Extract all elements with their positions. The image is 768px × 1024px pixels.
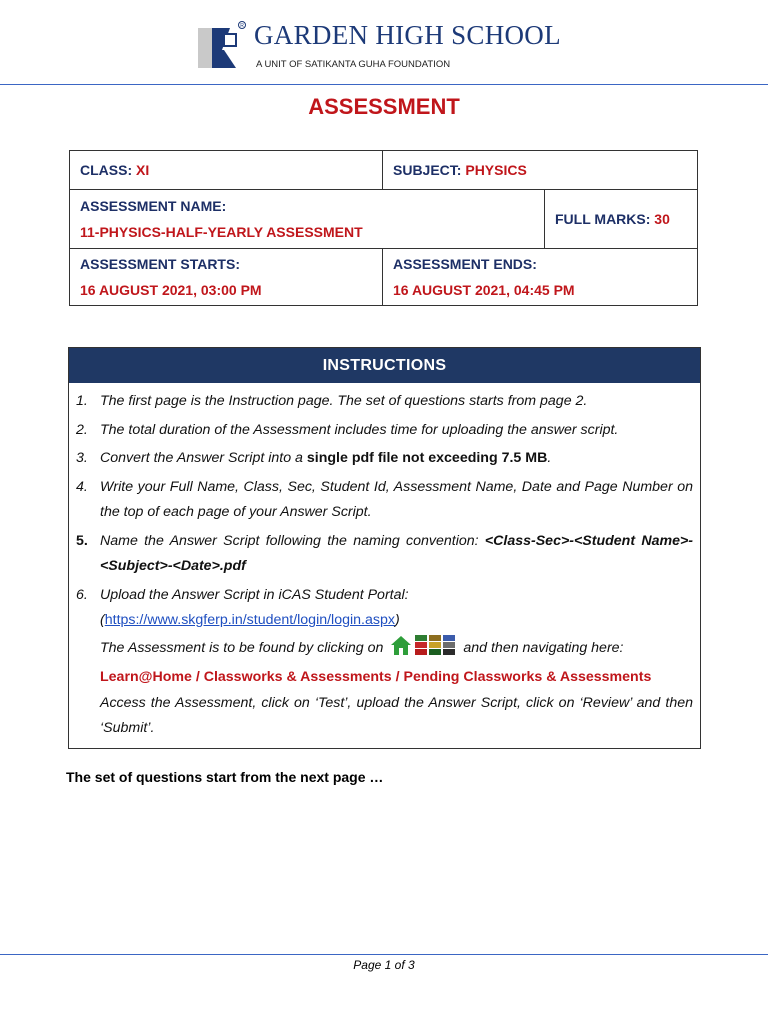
svg-text:R: R [240,23,244,29]
school-logo-icon [196,20,248,72]
list-item [76,529,693,580]
next-page-note: The set of questions start from the next page … [66,769,384,785]
paren-open: ( [100,612,105,628]
item-text [100,446,693,472]
list-item [76,475,693,526]
assessment-info-table [69,150,698,306]
school-header [196,16,596,76]
page-title: ASSESSMENT [308,94,460,119]
item-text-part: . [547,450,552,466]
school-subtitle: A UNIT OF SATIKANTA GUHA FOUNDATION [256,59,451,70]
item-number: 3. [76,450,88,466]
list-item [76,583,693,742]
assessment-ends-cell [383,249,698,306]
portal-icons [389,634,457,666]
assessment-starts-cell [70,249,383,306]
full-marks-value: 30 [654,211,670,227]
item-text: Write your Full Name, Class, Sec, Student Id, Assessment Name, Date and Page Number on the top of each page of your Answer Script. [100,478,693,520]
navigation-path: Learn@Home / Classworks & Assessments / Pending Classworks & Assessments [100,669,652,685]
item-text [100,529,693,580]
assessment-name-value: 11-PHYSICS-HALF-YEARLY ASSESSMENT [80,224,363,240]
header-divider [0,84,768,85]
instructions-box [68,347,701,749]
class-cell [70,151,383,190]
subject-label: SUBJECT: [393,162,466,178]
paren-close: ) [394,612,400,628]
item-number: 2. [76,421,88,438]
assessment-name-label: ASSESSMENT NAME: [80,198,227,214]
item-text-part: Access the Assessment, click on ‘Test’, upload the Answer Script, click on ‘Review’ and then ‘Submit’. [100,694,693,736]
instructions-list [69,383,700,748]
item-text: The first page is the Instruction page. The set of questions starts from page 2. [100,393,588,409]
item-number: 5. [76,532,88,549]
class-value: XI [136,162,150,178]
school-name: GARDEN HIGH SCHOOL [254,20,561,50]
class-label: CLASS: [80,162,136,178]
subject-value: PHYSICS [465,162,527,178]
item-text [100,583,693,742]
student-portal-link[interactable]: https://www.skgferp.in/student/login/login.aspx [104,612,395,628]
footer-divider [0,954,768,955]
assessment-ends-value: 16 AUGUST 2021, 04:45 PM [393,282,575,298]
app-grid-icon [415,635,455,655]
item-text-part: The Assessment is to be found by clicking on [100,639,384,656]
assessment-starts-value: 16 AUGUST 2021, 03:00 PM [80,282,262,298]
item-text-part: and then navigating here: [463,639,624,656]
file-limit-text: single pdf file not exceeding 7.5 MB [306,450,548,466]
assessment-ends-label: ASSESSMENT ENDS: [393,256,537,272]
subject-cell [383,151,698,190]
home-icon [391,636,411,655]
item-text-part: Convert the Answer Script into a [100,450,307,466]
naming-convention-text: <Class-Sec>-<Student Name>-<Subject>-<Date>.pdf [100,532,693,574]
assessment-starts-label: ASSESSMENT STARTS: [80,256,240,272]
item-number: 6. [76,586,88,603]
assessment-name-cell [70,190,545,249]
item-text-part: Name the Answer Script following the naming convention: [100,532,485,549]
instructions-heading: INSTRUCTIONS [69,348,700,383]
full-marks-cell [545,190,698,249]
item-text: The total duration of the Assessment includes time for uploading the answer script. [100,421,619,438]
page-number: Page 1 of 3 [353,958,415,972]
item-text-part: Upload the Answer Script in iCAS Student Portal: [100,586,409,603]
item-number: 4. [76,478,88,495]
list-item [76,418,693,444]
list-item [76,446,693,472]
list-item [76,389,693,415]
full-marks-label: FULL MARKS: [555,211,655,227]
item-number: 1. [76,393,88,409]
